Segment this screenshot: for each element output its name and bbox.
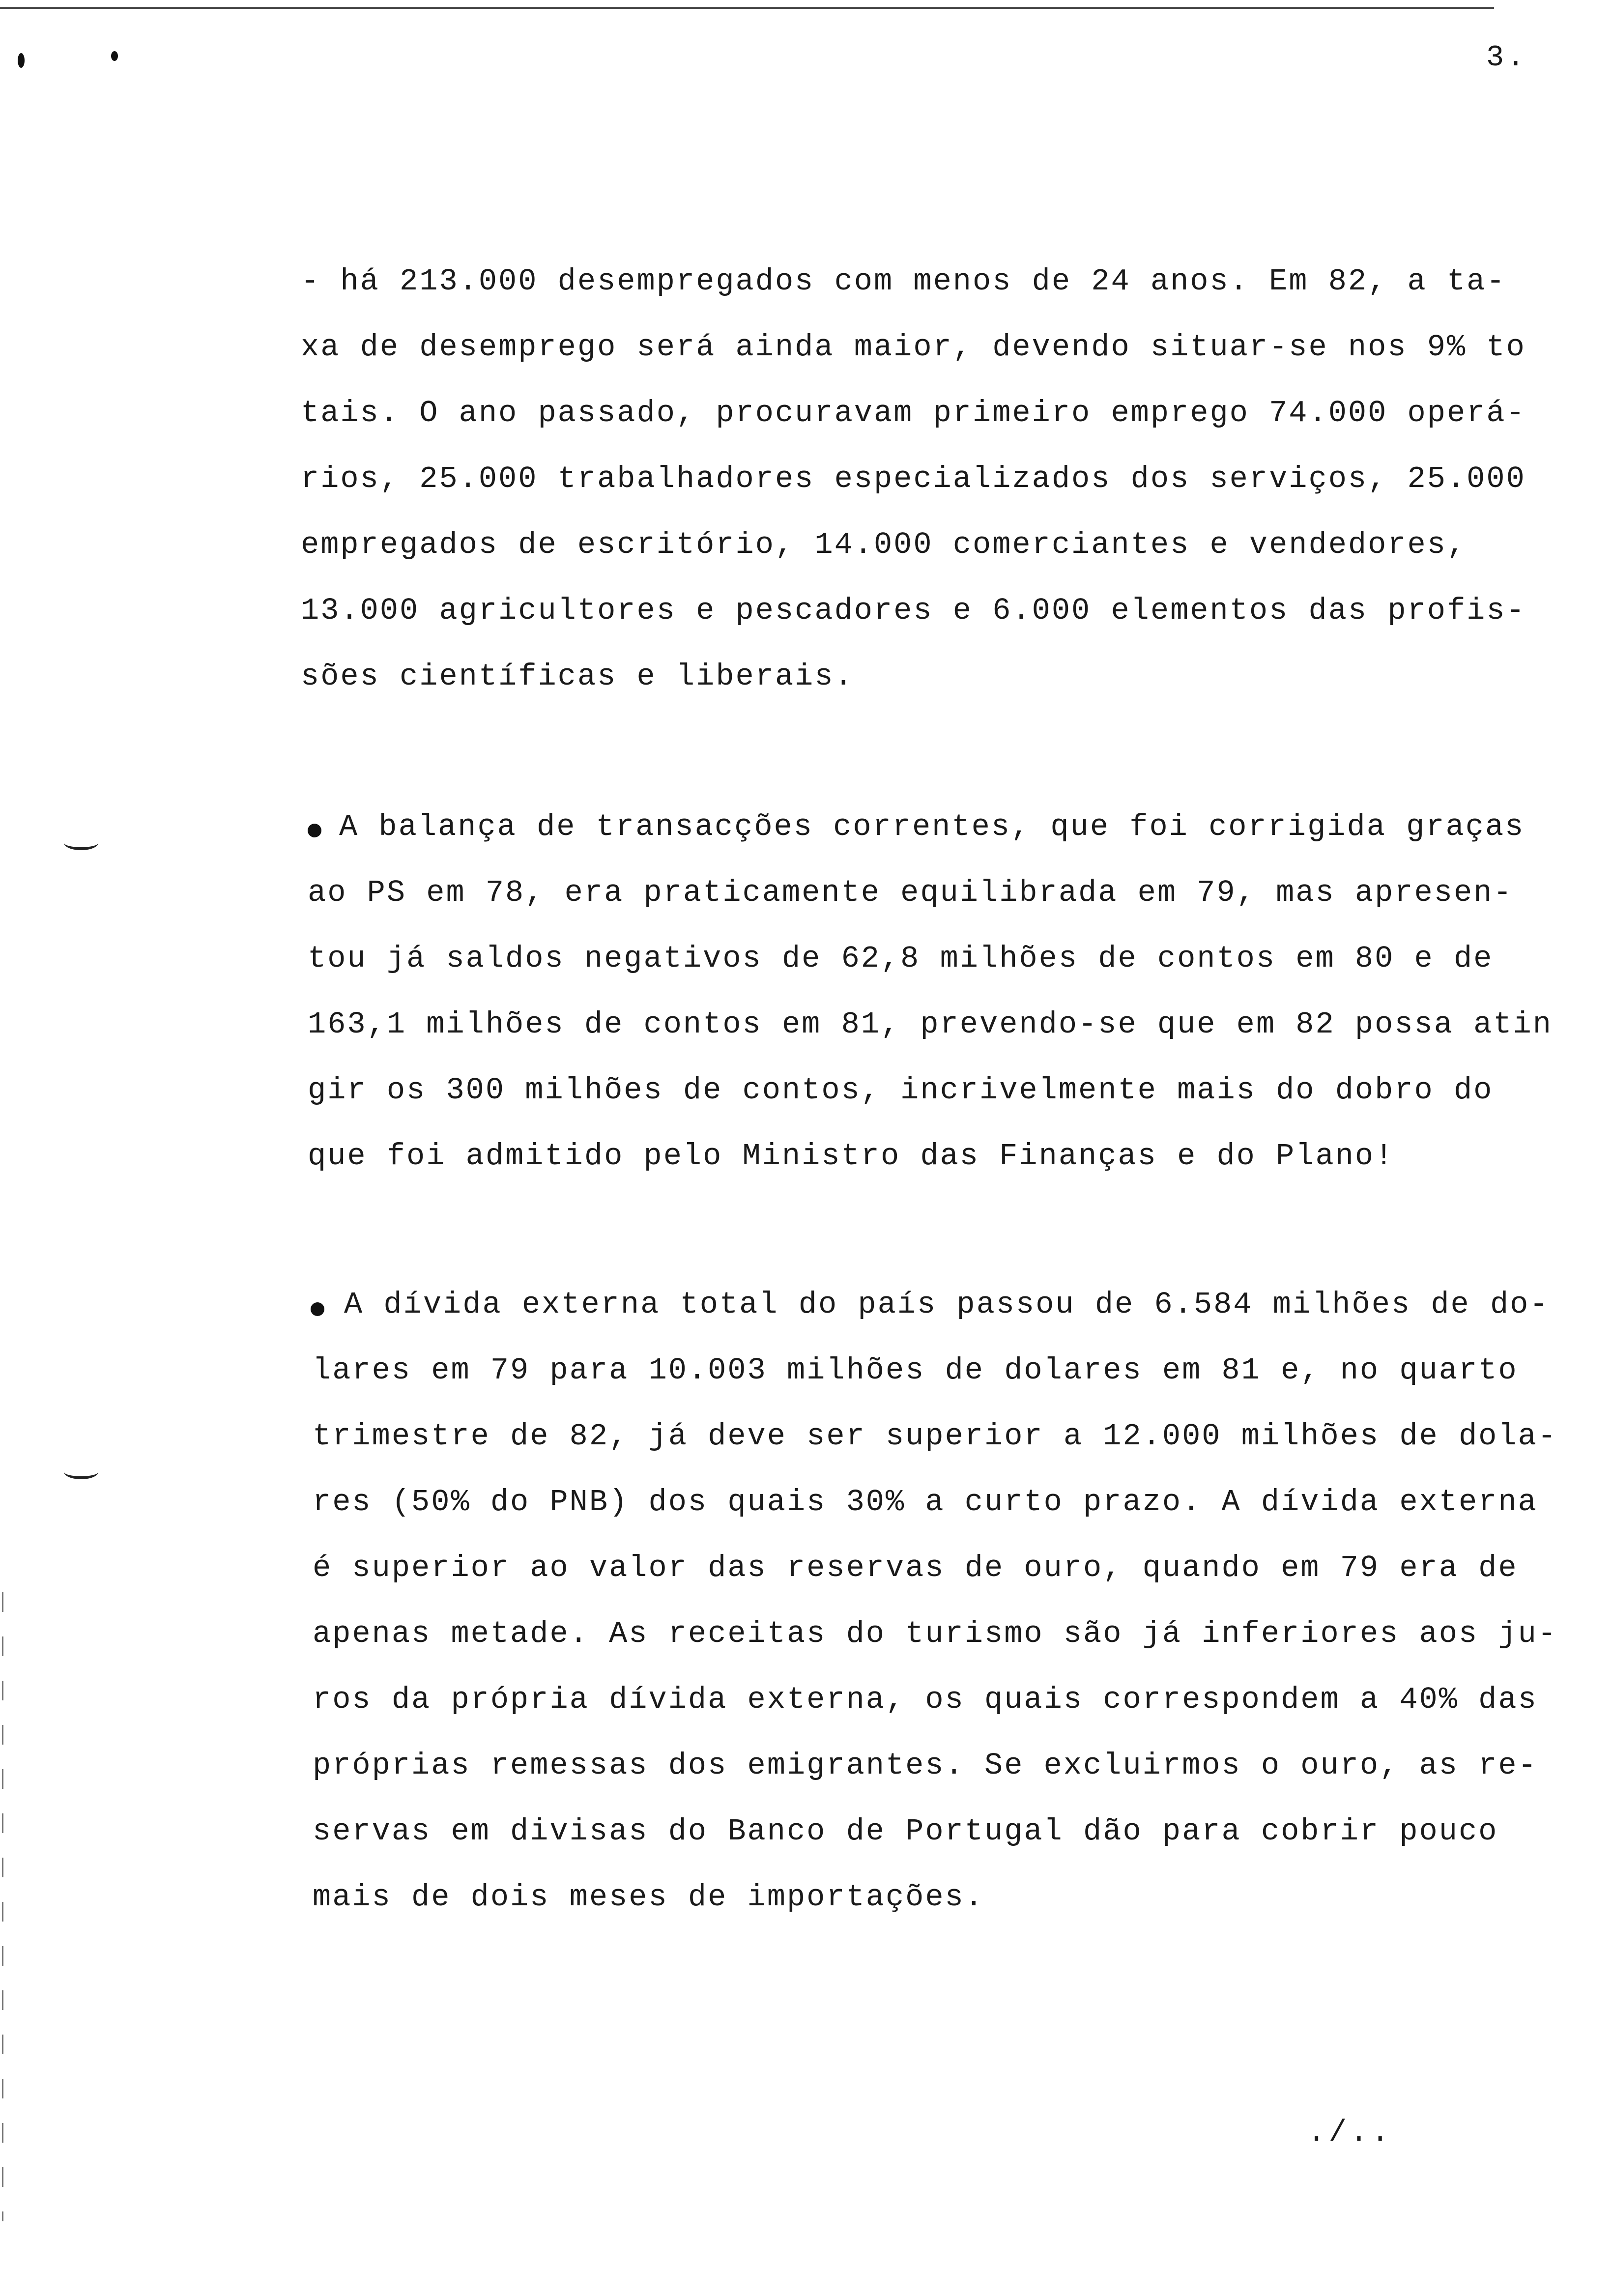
bullet-icon bbox=[308, 824, 321, 837]
page-number: 3. bbox=[1486, 41, 1528, 75]
text-line: A dívida externa total do país passou de 6.584 milhões de do- bbox=[344, 1287, 1550, 1322]
text-line: rios, 25.000 trabalhadores especializados dos serviços, 25.000 bbox=[301, 461, 1526, 496]
text-line: tou já saldos negativos de 62,8 milhões de contos em 80 e de bbox=[308, 941, 1494, 976]
text-line: sões científicas e liberais. bbox=[301, 659, 854, 694]
margin-mark bbox=[64, 835, 98, 850]
bullet-icon bbox=[311, 1302, 324, 1316]
continuation-mark: ./.. bbox=[1307, 2115, 1392, 2150]
paragraph-external-debt-body bbox=[313, 1338, 1557, 1930]
paragraph-external-debt bbox=[344, 1272, 1550, 1338]
paragraph-balance-of-payments-body bbox=[308, 860, 1553, 1189]
text-line: lares em 79 para 10.003 milhões de dolares em 81 e, no quarto bbox=[313, 1353, 1518, 1388]
scan-edge bbox=[2, 1592, 3, 2221]
punch-mark bbox=[111, 51, 118, 61]
text-line: xa de desemprego será ainda maior, devendo situar-se nos 9% to bbox=[301, 330, 1526, 365]
text-line: mais de dois meses de importações. bbox=[313, 1880, 985, 1915]
top-rule bbox=[0, 7, 1494, 9]
text-line: - há 213.000 desempregados com menos de 24 anos. Em 82, a ta- bbox=[301, 264, 1506, 299]
punch-mark bbox=[18, 53, 25, 68]
paragraph-unemployment bbox=[301, 249, 1526, 710]
text-line: que foi admitido pelo Ministro das Finanças e do Plano! bbox=[308, 1139, 1395, 1174]
text-line: servas em divisas do Banco de Portugal dão para cobrir pouco bbox=[313, 1814, 1498, 1849]
text-line: apenas metade. As receitas do turismo são já inferiores aos ju- bbox=[313, 1616, 1557, 1651]
text-line: res (50% do PNB) dos quais 30% a curto prazo. A dívida externa bbox=[313, 1485, 1538, 1520]
text-line: gir os 300 milhões de contos, incrivelmente mais do dobro do bbox=[308, 1073, 1494, 1108]
text-line: trimestre de 82, já deve ser superior a 12.000 milhões de dola- bbox=[313, 1419, 1557, 1454]
text-line: ao PS em 78, era praticamente equilibrada em 79, mas apresen- bbox=[308, 875, 1513, 910]
text-line: ros da própria dívida externa, os quais correspondem a 40% das bbox=[313, 1682, 1538, 1717]
text-line: é superior ao valor das reservas de ouro, quando em 79 era de bbox=[313, 1550, 1518, 1585]
text-line: próprias remessas dos emigrantes. Se excluirmos o ouro, as re- bbox=[313, 1748, 1538, 1783]
text-line: 13.000 agricultores e pescadores e 6.000 elementos das profis- bbox=[301, 593, 1526, 628]
text-line: A balança de transacções correntes, que foi corrigida graças bbox=[339, 809, 1525, 844]
text-line: 163,1 milhões de contos em 81, prevendo-se que em 82 possa atin bbox=[308, 1007, 1553, 1042]
text-line: tais. O ano passado, procuravam primeiro emprego 74.000 operá- bbox=[301, 396, 1526, 430]
text-line: empregados de escritório, 14.000 comerciantes e vendedores, bbox=[301, 527, 1467, 562]
margin-mark bbox=[64, 1464, 98, 1479]
paragraph-balance-of-payments bbox=[339, 794, 1525, 860]
